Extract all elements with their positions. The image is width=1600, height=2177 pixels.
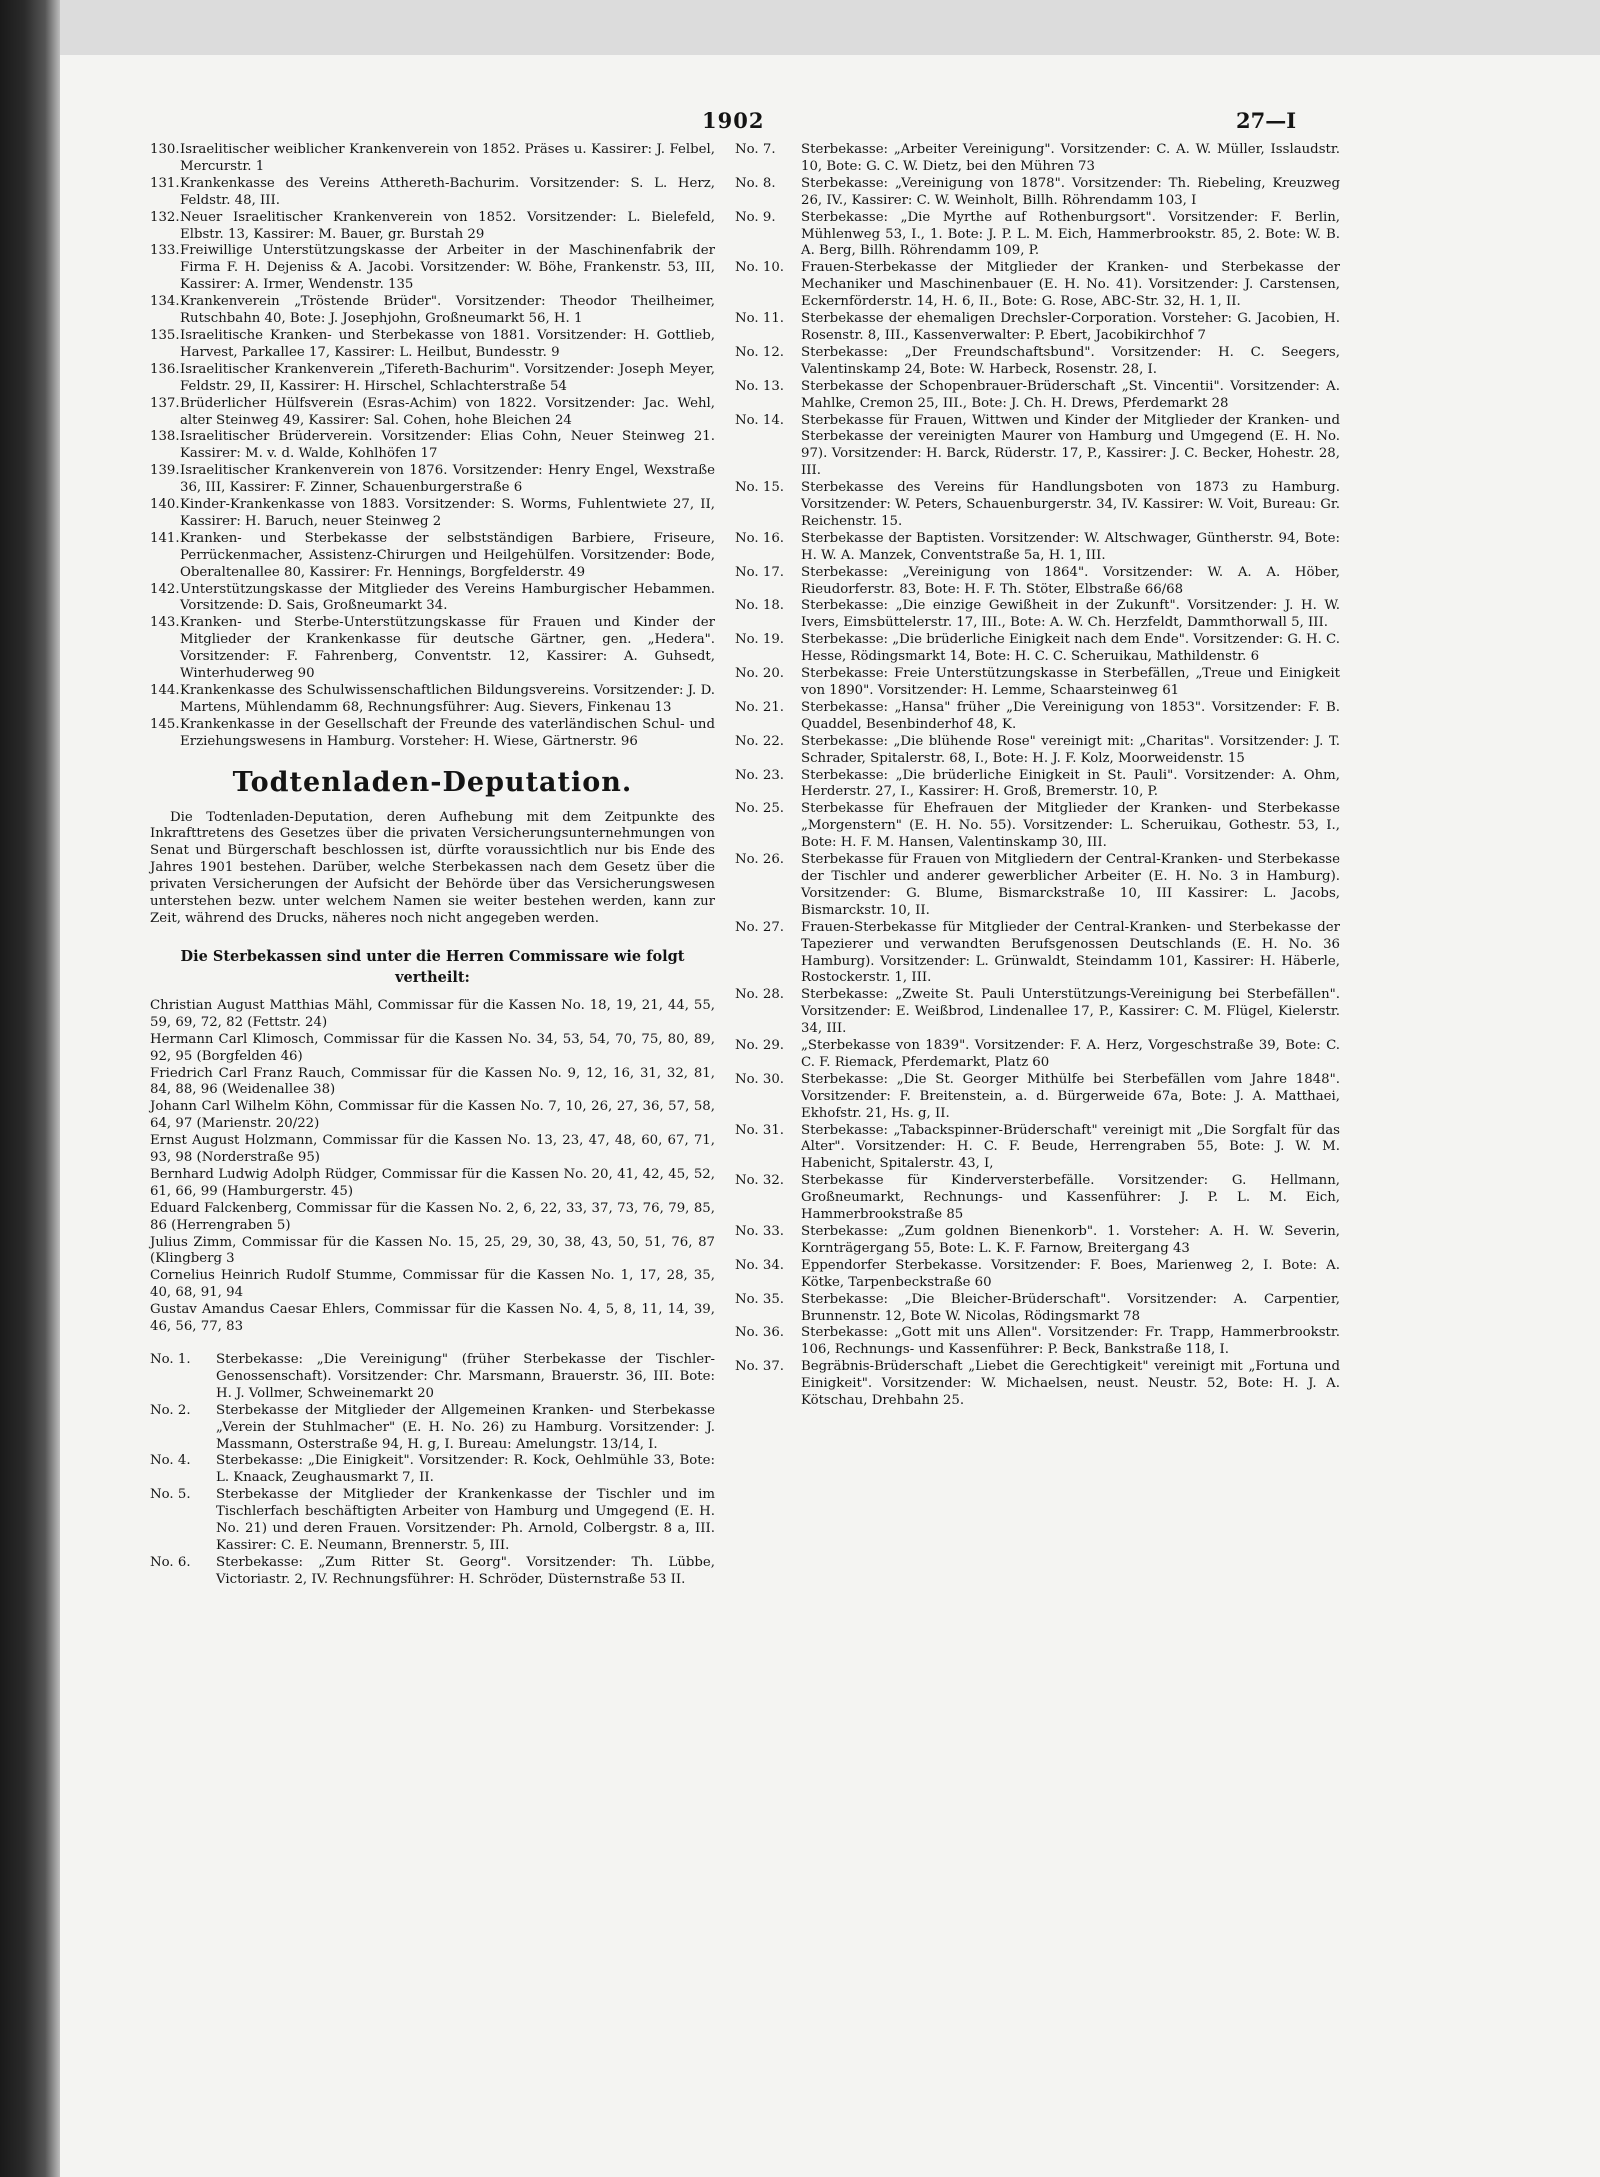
- entry-text: Freiwillige Unterstützungskasse der Arbeiter in der Maschinenfabrik der Firma F. H. Dejeniss & A. Jacobi. Vorsitzender: W. Böhe, Frankenstr. 53, III, Kassirer: A. Irmer, Wendenstr. 135: [180, 243, 715, 293]
- list-item: [735, 565, 1340, 599]
- entry-text: Kinder-Krankenkasse von 1883. Vorsitzender: S. Worms, Fuhlentwiete 27, II, Kassirer: H. Baruch, neuer Steinweg 2: [180, 497, 715, 529]
- entry-text: Brüderlicher Hülfsverein (Esras-Achim) von 1822. Vorsitzender: Jac. Wehl, alter Steinweg 49, Kassirer: Sal. Cohen, hohe Bleichen 24: [180, 395, 715, 428]
- entry-number: No. 5.: [150, 1487, 191, 1503]
- commissar-entry: Hermann Carl Klimosch, Commissar für die Kassen No. 34, 53, 54, 70, 75, 80, 89, 92, 95 (Borgfelden 46): [150, 1031, 715, 1064]
- list-item: [735, 1292, 1340, 1326]
- entry-number: No. 32.: [735, 1173, 785, 1189]
- entry-number: No. 23.: [735, 767, 785, 783]
- entry-number: 134.: [150, 294, 180, 310]
- entry-text: Sterbekasse: „Die Einigkeit". Vorsitzender: R. Kock, Oehlmühle 33, Bote: L. Knaack, Zeughausmarkt 7, II.: [216, 1453, 715, 1486]
- entry-text: Sterbekasse der Mitglieder der Allgemeinen Kranken- und Sterbekasse „Verein der Stuhlmacher" (E. H. No. 26) zu Hamburg. Vorsitzender: J. Massmann, Osterstraße 94, H. g, I. Bureau: Amelungstr. 13/14, I.: [216, 1402, 715, 1452]
- entry-number: 145.: [150, 716, 180, 732]
- entry-number: 140.: [150, 497, 180, 513]
- entry-number: No. 10.: [735, 260, 785, 276]
- list-item: [735, 142, 1340, 176]
- entry-number: 142.: [150, 581, 180, 597]
- page-number: 27—I: [1236, 108, 1297, 133]
- entry-number: No. 21.: [735, 699, 785, 715]
- entry-number: 137.: [150, 395, 180, 411]
- commissars-heading: Die Sterbekassen sind unter die Herren Commissare wie folgt vertheilt:: [180, 947, 685, 986]
- entry-number: 135.: [150, 327, 180, 343]
- commissar-entry: Johann Carl Wilhelm Köhn, Commissar für die Kassen No. 7, 10, 26, 27, 36, 57, 58, 64, 97 (Marienstr. 20/22): [150, 1099, 715, 1132]
- entry-number: No. 4.: [150, 1453, 191, 1469]
- list-item: [150, 463, 715, 497]
- entry-text: Sterbekasse: „Zweite St. Pauli Unterstützungs-Vereinigung bei Sterbefällen". Vorsitzender: E. Weißbrod, Lindenallee 17, P., Kassirer: C. M. Flügel, Kielerstr. 34, III.: [801, 987, 1340, 1037]
- entry-text: Sterbekasse: „Die brüderliche Einigkeit nach dem Ende". Vorsitzender: G. H. C. Hesse, Rödingsmarkt 14, Bote: H. C. C. Scheruikau, Mathildenstr. 6: [801, 632, 1340, 665]
- list-item: [150, 497, 715, 531]
- entry-text: Israelitische Kranken- und Sterbekasse von 1881. Vorsitzender: H. Gottlieb, Harvest, Parkallee 17, Kassirer: L. Heilbut, Bundesstr. 9: [180, 327, 715, 360]
- list-item: [150, 294, 715, 328]
- list-item: [150, 615, 715, 683]
- entry-number: No. 8.: [735, 175, 776, 191]
- list-item: [735, 345, 1340, 379]
- entry-number: No. 7.: [735, 142, 776, 157]
- list-item: [150, 142, 715, 176]
- entry-number: 144.: [150, 683, 180, 698]
- entry-number: No. 1.: [150, 1352, 191, 1367]
- list-item: [735, 1072, 1340, 1123]
- entry-number: No. 17.: [735, 564, 785, 580]
- list-item: [735, 1359, 1340, 1410]
- list-item: [735, 666, 1340, 700]
- list-item: [150, 1403, 715, 1454]
- entry-number: 133.: [150, 243, 180, 259]
- left-column: [150, 142, 715, 1589]
- entry-number: No. 14.: [735, 412, 785, 428]
- list-item: [735, 734, 1340, 768]
- entry-text: Neuer Israelitischer Krankenverein von 1852. Vorsitzender: L. Bielefeld, Elbstr. 13, Kassirer: M. Bauer, gr. Burstah 29: [180, 209, 715, 242]
- page-year: 1902: [702, 108, 765, 133]
- list-item: [735, 987, 1340, 1038]
- entry-number: No. 12.: [735, 344, 785, 360]
- entry-text: Sterbekasse: „Die einzige Gewißheit in der Zukunft". Vorsitzender: J. H. W. Ivers, Eimsbüttelerstr. 17, III., Bote: A. W. Ch. Herzfeldt, Dammthorwall 5, III.: [801, 598, 1340, 631]
- entry-number: No. 33.: [735, 1224, 785, 1239]
- entry-number: 143.: [150, 615, 180, 631]
- entry-number: No. 13.: [735, 378, 785, 394]
- list-item: [735, 210, 1340, 261]
- list-item: [735, 260, 1340, 311]
- commissar-entry: Christian August Matthias Mähl, Commissar für die Kassen No. 18, 19, 21, 44, 55, 59, 69, 72, 82 (Fettstr. 24): [150, 997, 715, 1030]
- list-item: [735, 768, 1340, 802]
- entry-text: Frauen-Sterbekasse der Mitglieder der Kranken- und Sterbekasse der Mechaniker und Maschinenbauer (E. H. No. 41). Vorsitzender: J. Carstensen, Eckernförderstr. 14, H. 6, II., Bote: G. Rose, ABC-Str. 32, H. 1, II.: [801, 260, 1340, 310]
- entry-number: No. 25.: [735, 801, 785, 817]
- entry-number: 130.: [150, 142, 180, 157]
- entry-text: Sterbekasse: Freie Unterstützungskasse in Sterbefällen, „Treue und Einigkeit von 1890". Vorsitzender: H. Lemme, Schaarsteinweg 61: [801, 666, 1340, 698]
- commissars-list: [150, 998, 715, 1336]
- right-column: [735, 142, 1340, 1410]
- list-item: [735, 311, 1340, 345]
- entry-text: Krankenkasse des Vereins Atthereth-Bachurim. Vorsitzender: S. L. Herz, Feldstr. 48, III.: [180, 175, 715, 208]
- list-item: [735, 801, 1340, 852]
- list-item: [150, 328, 715, 362]
- entry-text: Sterbekasse: „Arbeiter Vereinigung". Vorsitzender: C. A. W. Müller, Isslaudstr. 10, Bote: G. C. W. Dietz, bei den Mühren 73: [801, 142, 1340, 174]
- list-item: [735, 598, 1340, 632]
- entry-text: Krankenkasse in der Gesellschaft der Freunde des vaterländischen Schul- und Erziehungswesens in Hamburg. Vorsteher: H. Wiese, Gärtnerstr. 96: [180, 716, 715, 749]
- entry-text: Sterbekasse der ehemaligen Drechsler-Corporation. Vorsteher: G. Jacobien, H. Rosenstr. 8, III., Kassenverwalter: P. Ebert, Jacobikirchhof 7: [801, 311, 1340, 343]
- list-item: [735, 531, 1340, 565]
- entry-number: No. 19.: [735, 632, 785, 648]
- entry-text: Sterbekasse für Frauen von Mitgliedern der Central-Kranken- und Sterbekasse der Tischler und anderer gewerblicher Arbeiter (E. H. No. 3 in Hamburg). Vorsitzender: G. Blume, Bismarckstraße 10, III Kassirer: L. Jacobs, Bismarckstr. 10, II.: [801, 852, 1340, 918]
- list-item: [150, 362, 715, 396]
- list-item: [150, 531, 715, 582]
- entry-number: No. 36.: [735, 1325, 785, 1341]
- entry-text: Sterbekasse: „Vereinigung von 1864". Vorsitzender: W. A. A. Höber, Rieudorferstr. 83, Bote: H. F. Th. Stöter, Elbstraße 66/68: [801, 564, 1340, 597]
- entry-text: Sterbekasse: „Der Freundschaftsbund". Vorsitzender: H. C. Seegers, Valentinskamp 24, Bote: W. Harbeck, Rosenstr. 28, I.: [801, 344, 1340, 377]
- entry-number: No. 28.: [735, 987, 785, 1003]
- entry-text: Sterbekasse: „Vereinigung von 1878". Vorsitzender: Th. Riebeling, Kreuzweg 26, IV., Kassirer: C. W. Weinholt, Billh. Röhrendamm 103, I: [801, 175, 1340, 208]
- entry-text: Israelitischer weiblicher Krankenverein von 1852. Präses u. Kassirer: J. Felbel, Mercurstr. 1: [180, 142, 715, 174]
- numbered-list-130-145: [150, 142, 715, 751]
- entry-number: No. 6.: [150, 1554, 191, 1570]
- entry-number: No. 20.: [735, 666, 785, 682]
- commissar-entry: Ernst August Holzmann, Commissar für die Kassen No. 13, 23, 47, 48, 60, 67, 71, 93, 98 (Norderstraße 95): [150, 1133, 715, 1166]
- entry-number: No. 31.: [735, 1122, 785, 1138]
- intro-paragraph: Die Todtenladen-Deputation, deren Aufhebung mit dem Zeitpunkte des Inkrafttretens des Gesetzes über die privaten Versicherungsunternehmungen von Senat und Bürgerschaft beschlossen ist, dürfte voraussichtlich nur bis Ende des Jahres 1901 bestehen. Darüber, welche Sterbekassen nach dem Gesetz über die privaten Versicherungen der Aufsicht der Behörde über das Versicherungswesen unterstehen bezw. unter welchem Namen sie weiter bestehen werden, kann zur Zeit, während des Drucks, näheres noch nicht angegeben werden.: [150, 809, 715, 926]
- entry-text: Begräbnis-Brüderschaft „Liebet die Gerechtigkeit" vereinigt mit „Fortuna und Einigkeit". Vorsitzender: W. Michaelsen, neust. Neustr. 52, Bote: H. J. A. Kötschau, Drehbahn 25.: [801, 1359, 1340, 1409]
- entry-text: Sterbekasse für Frauen, Wittwen und Kinder der Mitglieder der Kranken- und Sterbekasse der vereinigten Maurer von Hamburg und Umgegend (E. H. No. 97). Vorsitzender: H. Barck, Rüderstr. 17, P., Kassirer: J. C. Becker, Hohestr. 28, III.: [801, 412, 1340, 479]
- entry-text: Frauen-Sterbekasse für Mitglieder der Central-Kranken- und Sterbekasse der Tapezierer und verwandten Berufsgenossen Deutschlands (E. H. No. 36 Hamburg). Vorsitzender: L. Grünwaldt, Steindamm 101, Kassirer: H. Häberle, Rostockerstr. 1, III.: [801, 919, 1340, 986]
- entry-text: Sterbekasse: „Die Vereinigung" (früher Sterbekasse der Tischler-Genossenschaft). Vorsitzender: Chr. Marsmann, Brauerstr. 36, III. Bote: H. J. Vollmer, Schweinemarkt 20: [216, 1352, 715, 1401]
- entry-text: Kranken- und Sterbe-Unterstützungskasse für Frauen und Kinder der Mitglieder der Krankenkasse für deutsche Gärtner, gen. „Hedera". Vorsitzender: F. Fahrenberg, Conventstr. 12, Kassirer: A. Guhsedt, Winterhuderweg 90: [180, 615, 715, 682]
- list-item: [150, 1555, 715, 1589]
- list-item: [150, 683, 715, 717]
- entry-text: Kranken- und Sterbekasse der selbstständigen Barbiere, Friseure, Perrückenmacher, Assistenz-Chirurgen und Heilgehülfen. Vorsitzender: Bode, Oberaltenallee 80, Kassirer: Fr. Hennings, Borgfelderstr. 49: [180, 530, 715, 580]
- entry-number: 138.: [150, 429, 180, 445]
- entry-number: 141.: [150, 530, 180, 546]
- list-item: [735, 920, 1340, 988]
- list-item: [735, 379, 1340, 413]
- entry-text: Krankenkasse des Schulwissenschaftlichen Bildungsvereins. Vorsitzender: J. D. Martens, Mühlendamm 68, Rechnungsführer: Aug. Sievers, Finkenau 13: [180, 683, 715, 715]
- entry-number: 136.: [150, 361, 180, 377]
- entry-text: „Sterbekasse von 1839". Vorsitzender: F. A. Herz, Vorgeschstraße 39, Bote: C. C. F. Riemack, Pferdemarkt, Platz 60: [801, 1038, 1340, 1070]
- list-item: [150, 243, 715, 294]
- list-item: [735, 1258, 1340, 1292]
- list-item: [735, 852, 1340, 920]
- entry-number: No. 22.: [735, 733, 785, 749]
- entry-number: No. 11.: [735, 311, 785, 327]
- entry-number: 132.: [150, 209, 180, 225]
- entry-text: Sterbekasse für Kinderversterbefälle. Vorsitzender: G. Hellmann, Großneumarkt, Rechnungs- und Kassenführer: J. P. L. M. Eich, Hammerbrookstraße 85: [801, 1173, 1340, 1223]
- entry-number: No. 34.: [735, 1257, 785, 1273]
- list-item: [735, 1173, 1340, 1224]
- list-item: [735, 700, 1340, 734]
- entry-text: Sterbekasse: „Die Myrthe auf Rothenburgsort". Vorsitzender: F. Berlin, Mühlenweg 53, I., 1. Bote: J. P. L. M. Eich, Hammerbrookstr. 85, 2. Bote: W. B. A. Berg, Billh. Röhrendamm 109, P.: [801, 209, 1340, 259]
- list-item: [735, 1123, 1340, 1174]
- entry-text: Sterbekasse der Baptisten. Vorsitzender: W. Altschwager, Güntherstr. 94, Bote: H. W. A. Manzek, Conventstraße 5a, H. 1, III.: [801, 530, 1340, 563]
- entry-text: Krankenverein „Tröstende Brüder". Vorsitzender: Theodor Theilheimer, Rutschbahn 40, Bote: J. Josephjohn, Großneumarkt 56, H. 1: [180, 294, 715, 327]
- entry-text: Sterbekasse: „Zum goldnen Bienenkorb". 1. Vorsteher: A. H. W. Severin, Kornträgergang 55, Bote: L. K. F. Farnow, Breitergang 43: [801, 1224, 1340, 1256]
- entry-number: No. 26.: [735, 852, 785, 868]
- list-item: [150, 1487, 715, 1555]
- list-item: [735, 1325, 1340, 1359]
- entry-number: No. 18.: [735, 598, 785, 614]
- list-item: [150, 1352, 715, 1403]
- book-spine: [0, 0, 60, 2177]
- commissar-entry: Cornelius Heinrich Rudolf Stumme, Commissar für die Kassen No. 1, 17, 28, 35, 40, 68, 91, 94: [150, 1268, 715, 1301]
- entry-text: Sterbekasse: „Hansa" früher „Die Vereinigung von 1853". Vorsitzender: F. B. Quaddel, Besenbinderhof 48, K.: [801, 699, 1340, 732]
- entry-text: Israelitischer Krankenverein „Tifereth-Bachurim". Vorsitzender: Joseph Meyer, Feldstr. 29, II, Kassirer: H. Hirschel, Schlachterstraße 54: [180, 361, 715, 394]
- list-item: [735, 413, 1340, 481]
- entry-text: Sterbekasse: „Tabackspinner-Brüderschaft" vereinigt mit „Die Sorgfalt für das Alter". Vorsitzender: H. C. F. Beude, Herrengraben 55, Bote: J. W. M. Habenicht, Spitalerstr. 43, I,: [801, 1122, 1340, 1172]
- list-item: [150, 717, 715, 751]
- entry-text: Sterbekasse der Schopenbrauer-Brüderschaft „St. Vincentii". Vorsitzender: A. Mahlke, Cremon 25, III., Bote: J. Ch. H. Drews, Pferdemarkt 28: [801, 378, 1340, 411]
- entry-number: No. 29.: [735, 1038, 785, 1054]
- commissar-entry: Friedrich Carl Franz Rauch, Commissar für die Kassen No. 9, 12, 16, 31, 32, 81, 84, 88, 96 (Weidenallee 38): [150, 1065, 715, 1098]
- entry-number: No. 9.: [735, 209, 776, 225]
- list-item: [150, 396, 715, 430]
- list-item: [150, 582, 715, 616]
- entry-number: No. 37.: [735, 1359, 785, 1375]
- entry-text: Sterbekasse: „Zum Ritter St. Georg". Vorsitzender: Th. Lübbe, Victoriastr. 2, IV. Rechnungsführer: H. Schröder, Düsternstraße 53 II.: [216, 1554, 715, 1587]
- entry-text: Sterbekasse: „Die brüderliche Einigkeit in St. Pauli". Vorsitzender: A. Ohm, Herderstr. 27, I., Kassirer: H. Groß, Bremerstr. 10, P.: [801, 767, 1340, 800]
- commissar-entry: Julius Zimm, Commissar für die Kassen No. 15, 25, 29, 30, 38, 43, 50, 51, 76, 87 (Klingberg 3: [150, 1234, 715, 1267]
- entry-number: No. 16.: [735, 530, 785, 546]
- list-item: [150, 1453, 715, 1487]
- list-item: [735, 176, 1340, 210]
- list-item: [150, 429, 715, 463]
- entry-number: No. 15.: [735, 480, 785, 496]
- entry-number: No. 27.: [735, 919, 785, 935]
- list-item: [150, 176, 715, 210]
- entry-text: Unterstützungskasse der Mitglieder des Vereins Hamburgischer Hebammen. Vorsitzende: D. Sais, Großneumarkt 34.: [180, 581, 715, 614]
- entry-number: No. 30.: [735, 1071, 785, 1087]
- entry-number: No. 35.: [735, 1291, 785, 1307]
- sterbekassen-list-left: [150, 1352, 715, 1589]
- entry-text: Sterbekasse des Vereins für Handlungsboten von 1873 zu Hamburg. Vorsitzender: W. Peters, Schauenburgerstr. 34, IV. Kassirer: W. Voit, Bureau: Gr. Reichenstr. 15.: [801, 480, 1340, 529]
- entry-number: 139.: [150, 463, 180, 479]
- entry-number: No. 2.: [150, 1402, 191, 1418]
- section-heading: Todtenladen-Deputation.: [232, 766, 633, 798]
- list-item: [735, 480, 1340, 531]
- list-item: [735, 1224, 1340, 1258]
- commissar-entry: Eduard Falckenberg, Commissar für die Kassen No. 2, 6, 22, 33, 37, 73, 76, 79, 85, 86 (Herrengraben 5): [150, 1200, 715, 1233]
- entry-text: Eppendorfer Sterbekasse. Vorsitzender: F. Boes, Marienweg 2, I. Bote: A. Kötke, Tarpenbeckstraße 60: [801, 1257, 1340, 1290]
- entry-text: Sterbekasse: „Die blühende Rose" vereinigt mit: „Charitas". Vorsitzender: J. T. Schrader, Spitalerstr. 68, I., Bote: H. J. F. Kolz, Moorweidenstr. 15: [801, 733, 1340, 766]
- entry-text: Sterbekasse: „Gott mit uns Allen". Vorsitzender: Fr. Trapp, Hammerbrookstr. 106, Rechnungs- und Kassenführer: P. Beck, Bankstraße 118, I.: [801, 1325, 1340, 1358]
- commissar-entry: Bernhard Ludwig Adolph Rüdger, Commissar für die Kassen No. 20, 41, 42, 45, 52, 61, 66, 99 (Hamburgerstr. 45): [150, 1166, 715, 1199]
- list-item: [735, 632, 1340, 666]
- list-item: [150, 210, 715, 244]
- entry-text: Sterbekasse: „Die St. Georger Mithülfe bei Sterbefällen vom Jahre 1848". Vorsitzender: F. Breitenstein, a. d. Bürgerweide 67a, Bote: J. A. Matthaei, Ekhofstr. 21, Hs. g, II.: [801, 1071, 1340, 1121]
- commissar-entry: Gustav Amandus Caesar Ehlers, Commissar für die Kassen No. 4, 5, 8, 11, 14, 39, 46, 56, 77, 83: [150, 1302, 715, 1335]
- entry-number: 131.: [150, 175, 180, 191]
- list-item: [735, 1038, 1340, 1072]
- entry-text: Israelitischer Krankenverein von 1876. Vorsitzender: Henry Engel, Wexstraße 36, III, Kassirer: F. Zinner, Schauenburgerstraße 6: [180, 463, 715, 496]
- entry-text: Sterbekasse: „Die Bleicher-Brüderschaft". Vorsitzender: A. Carpentier, Brunnenstr. 12, Bote W. Nicolas, Rödingsmarkt 78: [801, 1291, 1340, 1324]
- entry-text: Sterbekasse für Ehefrauen der Mitglieder der Kranken- und Sterbekasse „Morgenstern" (E. H. No. 55). Vorsitzender: L. Scheruikau, Gothestr. 53, I., Bote: H. F. M. Hansen, Valentinskamp 30, III.: [801, 801, 1340, 851]
- entry-text: Sterbekasse der Mitglieder der Krankenkasse der Tischler und im Tischlerfach beschäftigten Arbeiter von Hamburg und Umgegend (E. H. No. 21) und deren Frauen. Vorsitzender: Ph. Arnold, Colbergstr. 8 a, III. Kassirer: C. E. Neumann, Brennerstr. 5, III.: [216, 1487, 715, 1553]
- entry-text: Israelitischer Brüderverein. Vorsitzender: Elias Cohn, Neuer Steinweg 21. Kassirer: M. v. d. Walde, Kohlhöfen 17: [180, 429, 715, 462]
